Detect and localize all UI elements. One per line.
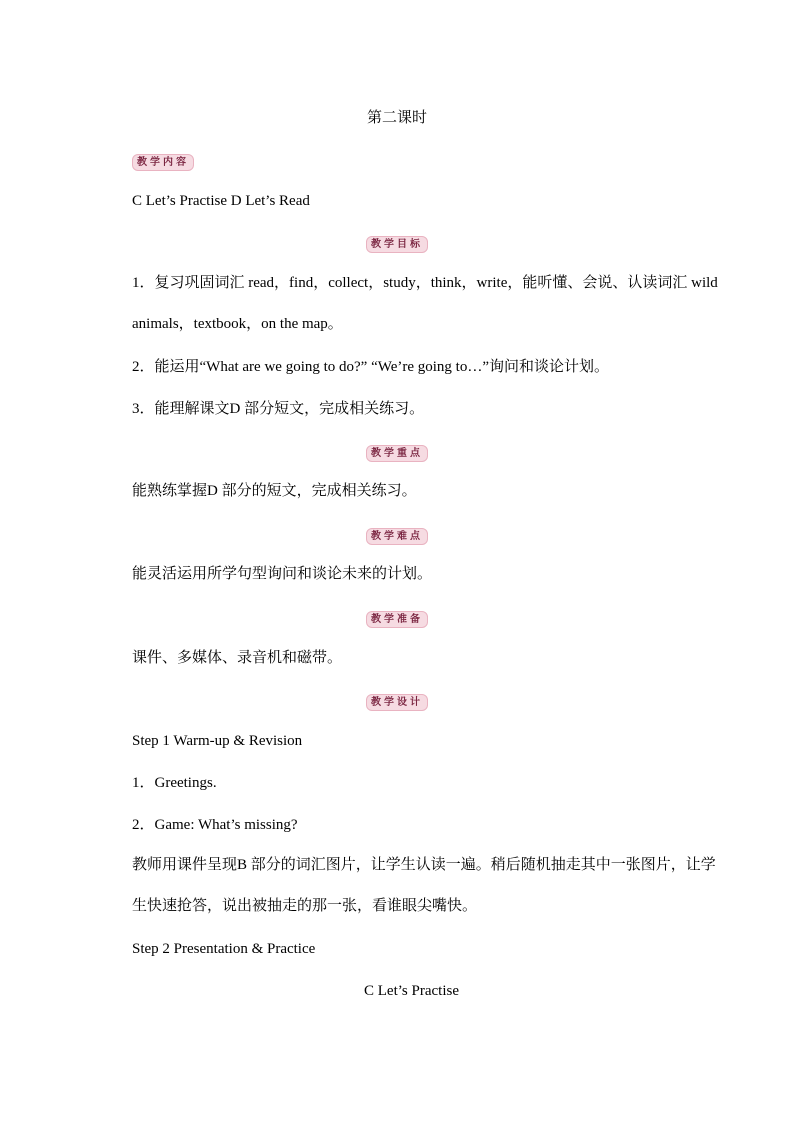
badge-label: 教学准备 [366, 611, 428, 628]
key-text: 能熟练掌握D 部分的短文，完成相关练习。 [132, 483, 417, 499]
section-badge-goals [0, 234, 794, 253]
prep-text: 课件、多媒体、录音机和磁带。 [132, 650, 343, 666]
badge-label: 教学内容 [132, 154, 194, 171]
page-title: 第二课时 [366, 110, 427, 126]
step2-heading: Step 2 Presentation & Practice [132, 941, 316, 957]
section-badge-content [132, 152, 194, 171]
badge-label: 教学设计 [366, 694, 428, 711]
content-text: C Let’s Practise D Let’s Read [132, 193, 310, 209]
step1-heading: Step 1 Warm-up & Revision [132, 733, 303, 749]
goal-1: 1．复习巩固词汇 read，find，collect，study，think，write，能听懂、会说、认读词汇 wild animals，textbook，on the map。 [132, 275, 718, 332]
section-badge-prep [0, 609, 794, 628]
badge-label: 教学目标 [366, 236, 428, 253]
section-badge-key [0, 443, 794, 462]
step1-paragraph: 教师用课件呈现B 部分的词汇图片，让学生认读一遍。稍后随机抽走其中一张图片，让学生快速抢答，说出被抽走的那一张，看谁眼尖嘴快。 [132, 857, 716, 914]
difficult-text: 能灵活运用所学句型询问和谈论未来的计划。 [132, 566, 433, 582]
badge-label: 教学重点 [366, 445, 428, 462]
step1-item-2: 2．Game: What’s missing? [132, 817, 298, 833]
goal-2: 2．能运用“What are we going to do?” “We’re going to…”询问和谈论计划。 [132, 359, 610, 375]
section-badge-design [0, 692, 794, 711]
goal-3: 3．能理解课文D 部分短文，完成相关练习。 [132, 401, 425, 417]
step2-subheading: C Let’s Practise [364, 983, 459, 999]
step1-item-1: 1．Greetings. [132, 775, 217, 791]
section-badge-difficult [0, 526, 794, 545]
badge-label: 教学难点 [366, 528, 428, 545]
